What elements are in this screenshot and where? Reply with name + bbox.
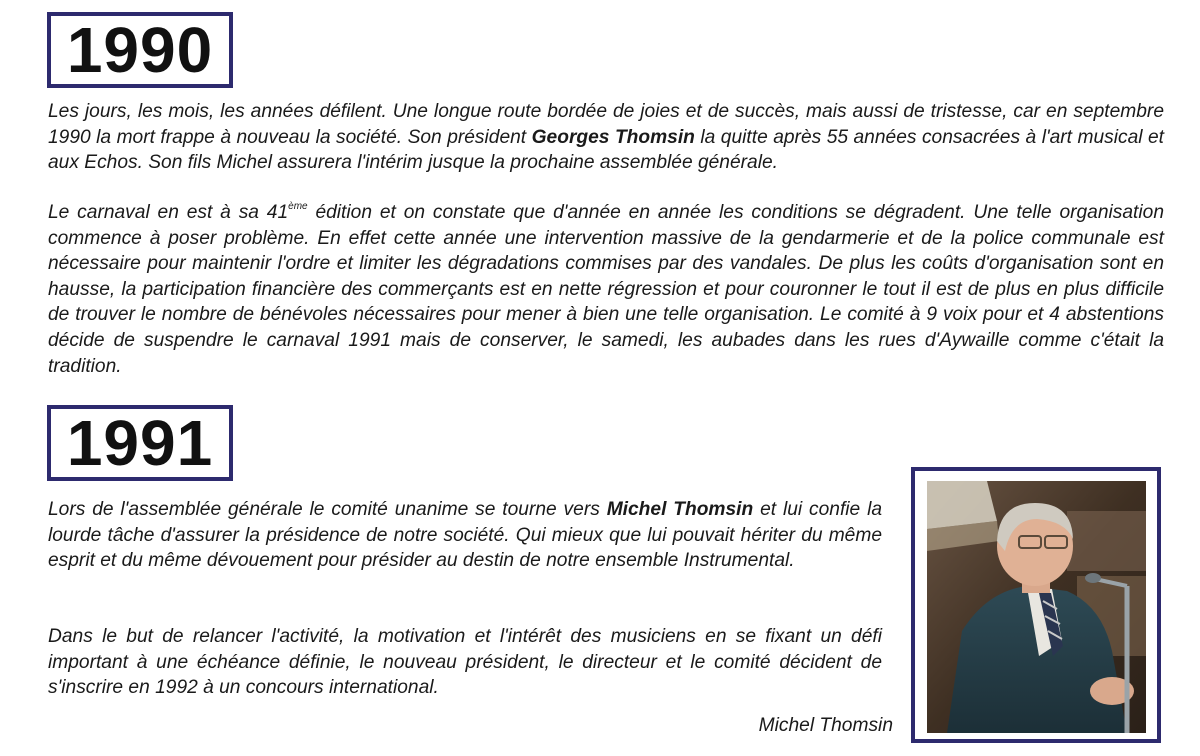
text: Le carnaval en est à sa 41 (48, 202, 289, 223)
president-name: Georges Thomsin (531, 126, 695, 148)
ordinal-suffix: ème (288, 200, 308, 212)
paragraph-1991-contest: Dans le but de relancer l'activité, la motivation et l'intérêt des musiciens en se fixant un défi important à une échéance définie, le nouveau président, le directeur et le comité décident de s'inscrire en 1992 à un concours international. (48, 626, 882, 699)
president-name: Michel Thomsin (606, 499, 754, 520)
text: Lors de l'assemblée générale le comité unanime se tourne vers (48, 499, 607, 520)
portrait-illustration (927, 481, 1146, 733)
year-heading-1990: 1990 (47, 12, 233, 88)
text: Les jours, les mois, les années défilent. Une longue route bordée de joies et de succès, mais aussi de tristesse, car en septembre 1990 la mort frappe à nouveau la société. Son président (48, 101, 1164, 148)
photo-caption: Michel Thomsin (758, 715, 893, 736)
text: édition et on constate que d'année en année les conditions se dégradent. Une telle organisation commence à poser problème. En effet cette année une intervention massive de la gendarmerie et de la police communale est nécessaire pour maintenir l'ordre et limiter les dégradations commises par des vandales. De plus les coûts d'organisation sont en hausse, la participation financière des commerçants est en nette régression et pour couronner le tout il est de plus en plus difficile de trouver le nombre de bénévoles nécessaires pour mener à bien une telle organisation. Le comité à 9 voix pour et 4 abstentions décide de suspendre le carnaval 1991 mais de conserver, le samedi, les aubades dans les rues d'Aywaille comme c'était la tradition. (48, 202, 1164, 377)
text: et lui confie la lourde tâche d'assurer la présidence de notre société. Qui mieux que lui pouvait hériter du même esprit et du même dévouement pour présider au destin de notre ensemble Instrumental. (48, 499, 883, 572)
text: la quitte après 55 années consacrées à l'art musical et aux Echos. Son fils Michel assurera l'intérim jusque la prochaine assemblée générale. (48, 126, 1165, 174)
paragraph-1990-carnaval (48, 200, 1164, 379)
portrait-photo (927, 481, 1146, 733)
year-heading-1991: 1991 (47, 405, 233, 481)
paragraph-1991-assembly (48, 497, 882, 574)
photo-frame (911, 467, 1161, 743)
paragraph-1990-intro (48, 99, 1164, 176)
